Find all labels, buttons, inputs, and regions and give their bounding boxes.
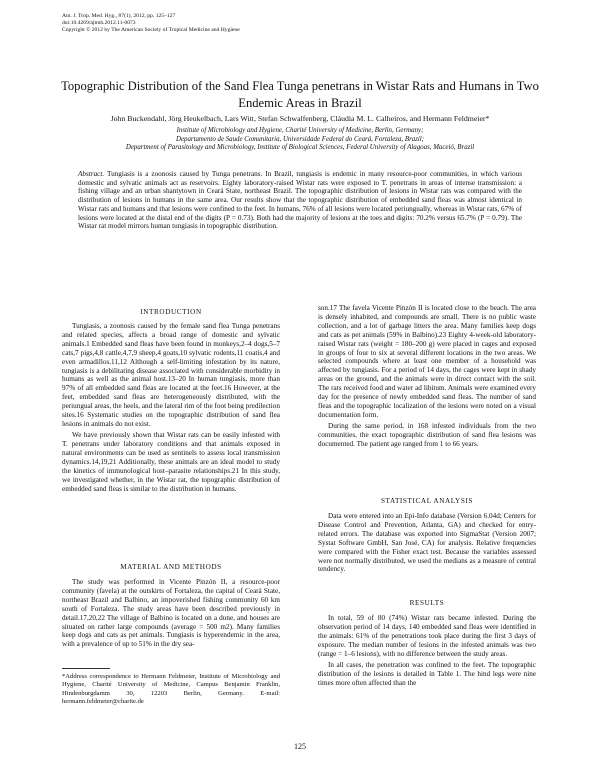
stats-body [318, 512, 536, 577]
heading-results: RESULTS [409, 599, 445, 607]
journal-header [62, 13, 482, 35]
affiliation-1: Institute of Microbiology and Hygiene, Charité University of Medicine, Berlin, Germany; [176, 127, 424, 134]
journal-citation: Am. J. Trop. Med. Hyg., 87(1), 2012, pp. 125–127 [62, 13, 176, 19]
abstract-label: Abstract. [78, 170, 105, 178]
methods-cont-paragraph-1: son.17 The favela Vicente Pinzón II is located close to the beach. The area is densely inhabited, and compounds are small. There is no public waste collection, and a lot of garbage litters the area. Many families keep dogs and cats as pet animals (59% in Balbino).23 Eighty 4-week-old laboratory-raised Wistar rats (weight = 180–200 g) were placed in cages and exposed in groups of four to six at several different locations in the two areas. We selected compounds where at least one member of a household was affected by tungiasis. For a period of 14 days, the cages were kept in shady areas on the ground, and the animals were in direct contact with the soil. The rats received food and water ad libitum. Animals were examined every day for the presence of newly embedded sand fleas. The number of sand fleas and the topographic localization of the lesions were noted on a visual documentation form. [318, 304, 536, 419]
abstract [78, 170, 522, 231]
heading-methods: MATERIAL AND METHODS [120, 563, 222, 571]
affiliation-3: Department of Parasitology and Microbiology, Institute of Biological Sciences, Federal University of Alagoas, Maceió, Brazil [125, 144, 475, 152]
footnote-rule [62, 668, 110, 669]
author-list: John Buckendahl, Jörg Heukelbach, Lars Witt, Stefan Schwalfenberg, Cláudia M. L. Calheiros, and Hermann Feldmeier* [110, 114, 490, 123]
methods-paragraph: The study was performed in Vicente Pinzón II, a resource-poor community (favela) at the outskirts of Fortaleza, the capital of Ceará State, northeast Brazil and Balbino, an impoverished fishing community 60 km south of Fortaleza. The study areas have been described previously in detail.17,20,22 The village of Balbino is located on a dune, and houses are situated on rather large compounds (average = 500 m2). Many families keep dogs and cats as pet animals. Tungiasis is hyperendemic in the area, with a prevalence of up to 51% in the dry sea- [62, 578, 280, 649]
affiliations [50, 127, 550, 153]
intro-paragraph-2: We have previously shown that Wistar rats can be easily infested with T. penetrans under laboratory conditions and that animals exposed in natural environments can be used as sentinels to assess local transmission dynamics.14,19,21 Additionally, these animals are an ideal model to study the kinetics of immunological host–parasite relationships.21 In this study, we investigated whether, in the Wistar rat, the topographic distribution of embedded sand fleas is similar to the distribution in humans. [62, 431, 280, 493]
results-paragraph-1: In total, 59 of 80 (74%) Wistar rats became infested. During the observation period of 14 days, 140 embedded sand fleas were identified in the animals: 61% of the penetrations took place during the first 3 days of exposure. The median number of lesions in the infested animals was two (range = 1–6 lesions), with no difference between the study areas. [318, 614, 536, 658]
journal-copyright: Copyright © 2012 by The American Society of Tropical Medicine and Hygiene [62, 27, 240, 34]
correspondence-footnote: *Address correspondence to Hermann Feldmeier, Institute of Microbiology and Hygiene, Charité University of Medicine, Campus Benjamin Franklin, Hindenburgdamm 30, 12203 Berlin, Germany. E-mail: hermann.feldmeier@charite.de [62, 673, 280, 705]
intro-paragraph-1: Tungiasis, a zoonosis caused by the female sand flea Tunga penetrans and related species, affects a broad range of domestic and sylvatic animals.1 Embedded sand fleas have been found in monkeys,2–4 dogs,5–7 cats,7 pigs,4,8 cattle,4,7,9 sheep,4 goats,10 sylvatic rodents,11 coatis,4 and even armadillos.11,12 Although a self-limiting infestation by its nature, tungiasis is a debilitating disease associated with considerable morbidity in humans as well as the animal host.13–20 In human tungiasis, more than 97% of all embedded sand fleas are located at the feet.16 However, at the feet, embedded sand fleas are heterogeneously distributed, with the periungual areas, the heels, and the lateral rim of the foot being predilection sites.16 Systematic studies on the topographic distribution of sand flea lesions in animals do not exist. [62, 322, 280, 428]
heading-introduction: INTRODUCTION [140, 308, 202, 316]
stats-paragraph: Data were entered into an Epi-Info database (Version 6.04d; Centers for Disease Control and Prevention, Atlanta, GA) and checked for entry-related errors. The database was exported into SigmaStat (Version 2007; Systat Software GmbH, San José, CA) for analysis. Relative frequencies were compared with the Fisher exact test. Because the variables assessed were not normally distributed, we used the medians as a measure of central tendency. [318, 512, 536, 574]
introduction-body [62, 322, 280, 496]
abstract-text: Tungiasis is a zoonosis caused by Tunga penetrans. In Brazil, tungiasis is endemic in many resource-poor communities, in which various domestic and sylvatic animals act as reservoirs. Eighty laboratory-raised Wistar rats were exposed to T. penetrans in areas of intense transmission: a fishing village and an urban shantytown in Ceará State, northeast Brazil. The topographic distribution of lesions in Wistar rats was compared with the distribution of lesions in humans in the same area. Our results show that the topographic distribution of embedded sand fleas was almost identical in Wistar rats and humans and that lesions were confined to the feet. In humans, 76% of all lesions were located periungually, whereas in Wistar rats, 67% of lesions were located at the distal end of the digits (P = 0.73). Both had the majority of lesions at the toes and digits: 70.2% versus 65.7% (P = 0.79). The Wistar rat model mirrors human tungiasis in topographic distribution. [78, 170, 522, 231]
affiliation-2: Departamento de Saude Comunitaria, Universidade Federal do Ceará, Fortaleza, Brazil; [175, 135, 425, 143]
article-title: Topographic Distribution of the Sand Flea Tunga penetrans in Wistar Rats and Humans in Two Endemic Areas in Brazil [61, 79, 539, 110]
results-body [318, 614, 536, 690]
page-number: 125 [294, 742, 306, 751]
methods-body [62, 578, 280, 652]
methods-cont-paragraph-2: During the same period, in 168 infested individuals from the two communities, the exact topographic distribution of sand flea lesions was documented. The patient age ranged from 1 to 66 years. [318, 422, 536, 449]
methods-continued [318, 304, 536, 452]
journal-doi: doi:10.4269/ajtmh.2012.11-0073 [62, 20, 136, 27]
heading-statistical-analysis: STATISTICAL ANALYSIS [380, 497, 474, 505]
results-paragraph-2: In all cases, the penetration was confined to the feet. The topographic distribution of the lesions is detailed in Table 1. The hind legs were nine times more often affected than the [318, 661, 536, 687]
